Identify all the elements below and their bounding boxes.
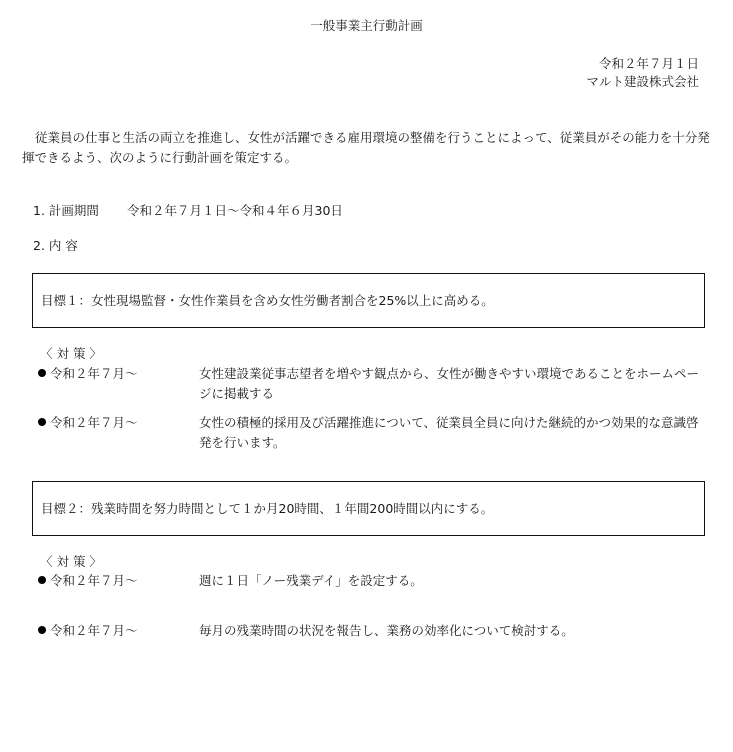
goal-2-measure-2-text: 毎月の残業時間の状況を報告し、業務の効率化について検討する。 [199,623,574,638]
company-name: マルト建設株式会社 [586,74,699,89]
goal-2-box [32,481,705,536]
goal-2-text: 目標２：残業時間を努力時間として１か月20時間、１年間200時間以内にする。 [41,500,494,516]
plan-period-value: 令和２年７月１日〜令和４年６月30日 [127,203,343,218]
measure-date-text: 令和２年７月〜 [50,573,138,588]
bullet-icon [38,626,46,634]
content-label: 2. 内 容 [33,238,78,253]
goal-1-measure-2-date [38,415,138,431]
goal-2-measures-label: 〈 対 策 〉 [40,554,102,569]
bullet-icon [38,418,46,426]
goal-1-measure-1-date [38,366,138,382]
goal-2-measure-1-date [38,573,138,589]
plan-period-label: 1. 計画期間 [33,203,99,218]
goal-1-measure-2-text: 女性の積極的採用及び活躍推進について、従業員全員に向けた継続的かつ効果的な意識啓発を行います。 [199,415,699,450]
intro-paragraph: 従業員の仕事と生活の両立を推進し、女性が活躍できる雇用環境の整備を行うことによって、従業員がその能力を十分発揮できるよう、次のように行動計画を策定する。 [22,130,710,165]
measure-date-text: 令和２年７月〜 [50,366,138,381]
bullet-icon [38,576,46,584]
goal-1-box [32,273,705,328]
measure-date-text: 令和２年７月〜 [50,415,138,430]
goal-1-text: 目標１：女性現場監督・女性作業員を含め女性労働者割合を25%以上に高める。 [41,292,494,308]
goal-2-measure-2-date [38,623,138,639]
goal-2-measure-1-text: 週に１日「ノー残業デイ」を設定する。 [199,573,423,588]
document-title: 一般事業主行動計画 [310,18,423,33]
document-date: 令和２年７月１日 [598,56,699,71]
measure-date-text: 令和２年７月〜 [50,623,138,638]
goal-1-measure-1-text: 女性建設業従事志望者を増やす観点から、女性が働きやすい環境であることをホームページに掲載する [199,366,700,401]
bullet-icon [38,369,46,377]
goal-1-measures-label: 〈 対 策 〉 [40,346,102,361]
